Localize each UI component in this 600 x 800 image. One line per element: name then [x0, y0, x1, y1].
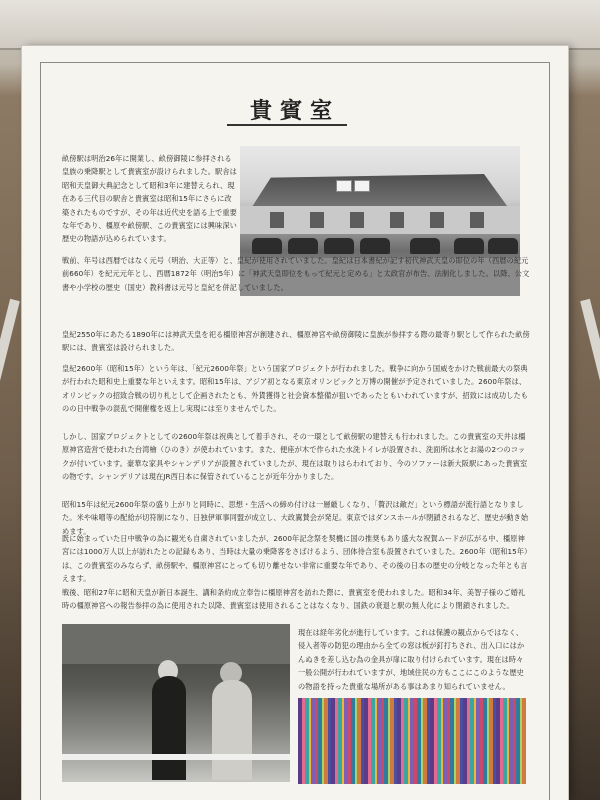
info-board	[22, 46, 568, 800]
paragraph-2600-festival: 皇紀2600年（昭和15年）という年は、「紀元2600年祭」という国家プロジェクトが行われました。戦争に向かう国威をかけた戦前最大の祭典が行われた昭和史上重要な年といえます。昭和15年は、アジア初となる東京オリンピックと万博の開催が予定されていました。2600年祭は、オリンピックの招致合戦の切り札として企画されたとも、外貨獲得と社会資本整備が狙いであったともいわれていますが、招致には成功したものの日中戦争の混乱で開催権を返上し実現には至りませんでした。	[62, 364, 529, 414]
title-underline	[227, 124, 347, 126]
royal-visit-photo	[62, 624, 290, 782]
paragraph-kouki: 戦前、年号は西暦ではなく元号（明治、大正等）と、皇紀が使用されていました。皇紀は日本書紀が記す初代神武天皇の即位の年（西暦の紀元前660年）を紀元元年とし、西暦1872年（明治5年）に「神武天皇即位をもって紀元と定める」と太政官が布告、法制化しました。以降、公文書や小学校の歴史（国史）教科書は元号と皇紀を併記していました。	[62, 256, 530, 292]
paragraph-room-details: しかし、国家プロジェクトとしての2600年祭は祝典として着手され、その一環として畝傍駅の建替えも行われました。この貴賓室の天井は橿原神宮造営で使われた台湾檜（ひのき）が使われています。また、便座が木で作られた水洗トイレが設置され、洗面所は水とお湯の2つのコックが付いています。豪華な家具やシャンデリアが設置されていましたが、現在は取りはらわれており、今のソファーは新大阪駅にあった貴賓室の物です。シャンデリアは現在JR西日本に保管されていることが近年分かりました。	[62, 432, 528, 482]
board-title: 貴賓室	[249, 98, 340, 124]
paragraph-current-state: 現在は経年劣化が進行しています。これは保護の観点からではなく、侵入者等の防犯の理由から全ての窓は板が釘打ちされ、出入口にはかんぬきを差し込む為の金具が扉に取り付けられています。現在は時々一般公開が行われていますが、地域住民の方もここにこのような歴史の物語を持った貴重な場所がある事はあまり知られていません。	[298, 628, 525, 691]
paragraph-opening: 畝傍駅は明治26年に開業し、畝傍御陵に参拝される皇族の乗降駅として貴賓室が設けられました。駅舎は昭和天皇御大典記念として昭和3年に建替えられ、現在ある三代目の駅舎と貴賓室は昭和15年にさらに改築されたものですが、その年は近代史を語る上で重要な年であり、橿原や畝傍駅、この貴賓室には興味深い歴史の物語が込められています。	[62, 154, 237, 244]
paragraph-visitors: 既に始まっていた日中戦争の為に観光も自粛されていましたが、2600年記念祭を契機に国の推奨もあり盛大な祝賀ムードが広がる中、橿原神宮には1000万人以上が訪れたとの記録もあり、当時は大量の乗降客をさばけるよう、団体待合室も設置されていました。2600年（昭和15年）は、この貴賓室のみならず、畝傍駅や、橿原神宮にとっても切り離せない非常に重要な年であり、その後の日本の歴史の分岐となった年とも言えます。	[62, 534, 532, 584]
ceiling-rail	[0, 0, 600, 50]
paragraph-showa-15: 昭和15年は紀元2600年祭の盛り上がりと同時に、思想・生活への締め付けは一層厳しくなり、「贅沢は敵だ」という標語が流行語となりました。米や味噌等の配給が切符制になり、日独伊軍事同盟が成立し、大政翼賛会が発足。東京ではダンスホールが閉鎖されるなど、歴史が動き始めます。	[62, 500, 529, 536]
paragraph-kashihara-shrine: 皇紀2550年にあたる1890年には神武天皇を祀る橿原神宮が創建され、橿原神宮や畝傍御陵に皇族が参拝する際の最寄り駅として作られた畝傍駅には、貴賓室は設けられました。	[62, 330, 530, 353]
textile-stripe-graphic	[298, 698, 526, 784]
paragraph-postwar: 戦後、昭和27年に昭和天皇が新日本誕生、講和条約成立奉告に橿原神宮を訪れた際に、貴賓室を使われました。昭和34年、美智子様のご婚礼時の橿原神宮への報告参拝の為に使用された以降、貴賓室は使用されることはなくなり、国鉄の衰退と駅の無人化により閉鎖されました。	[62, 588, 526, 611]
